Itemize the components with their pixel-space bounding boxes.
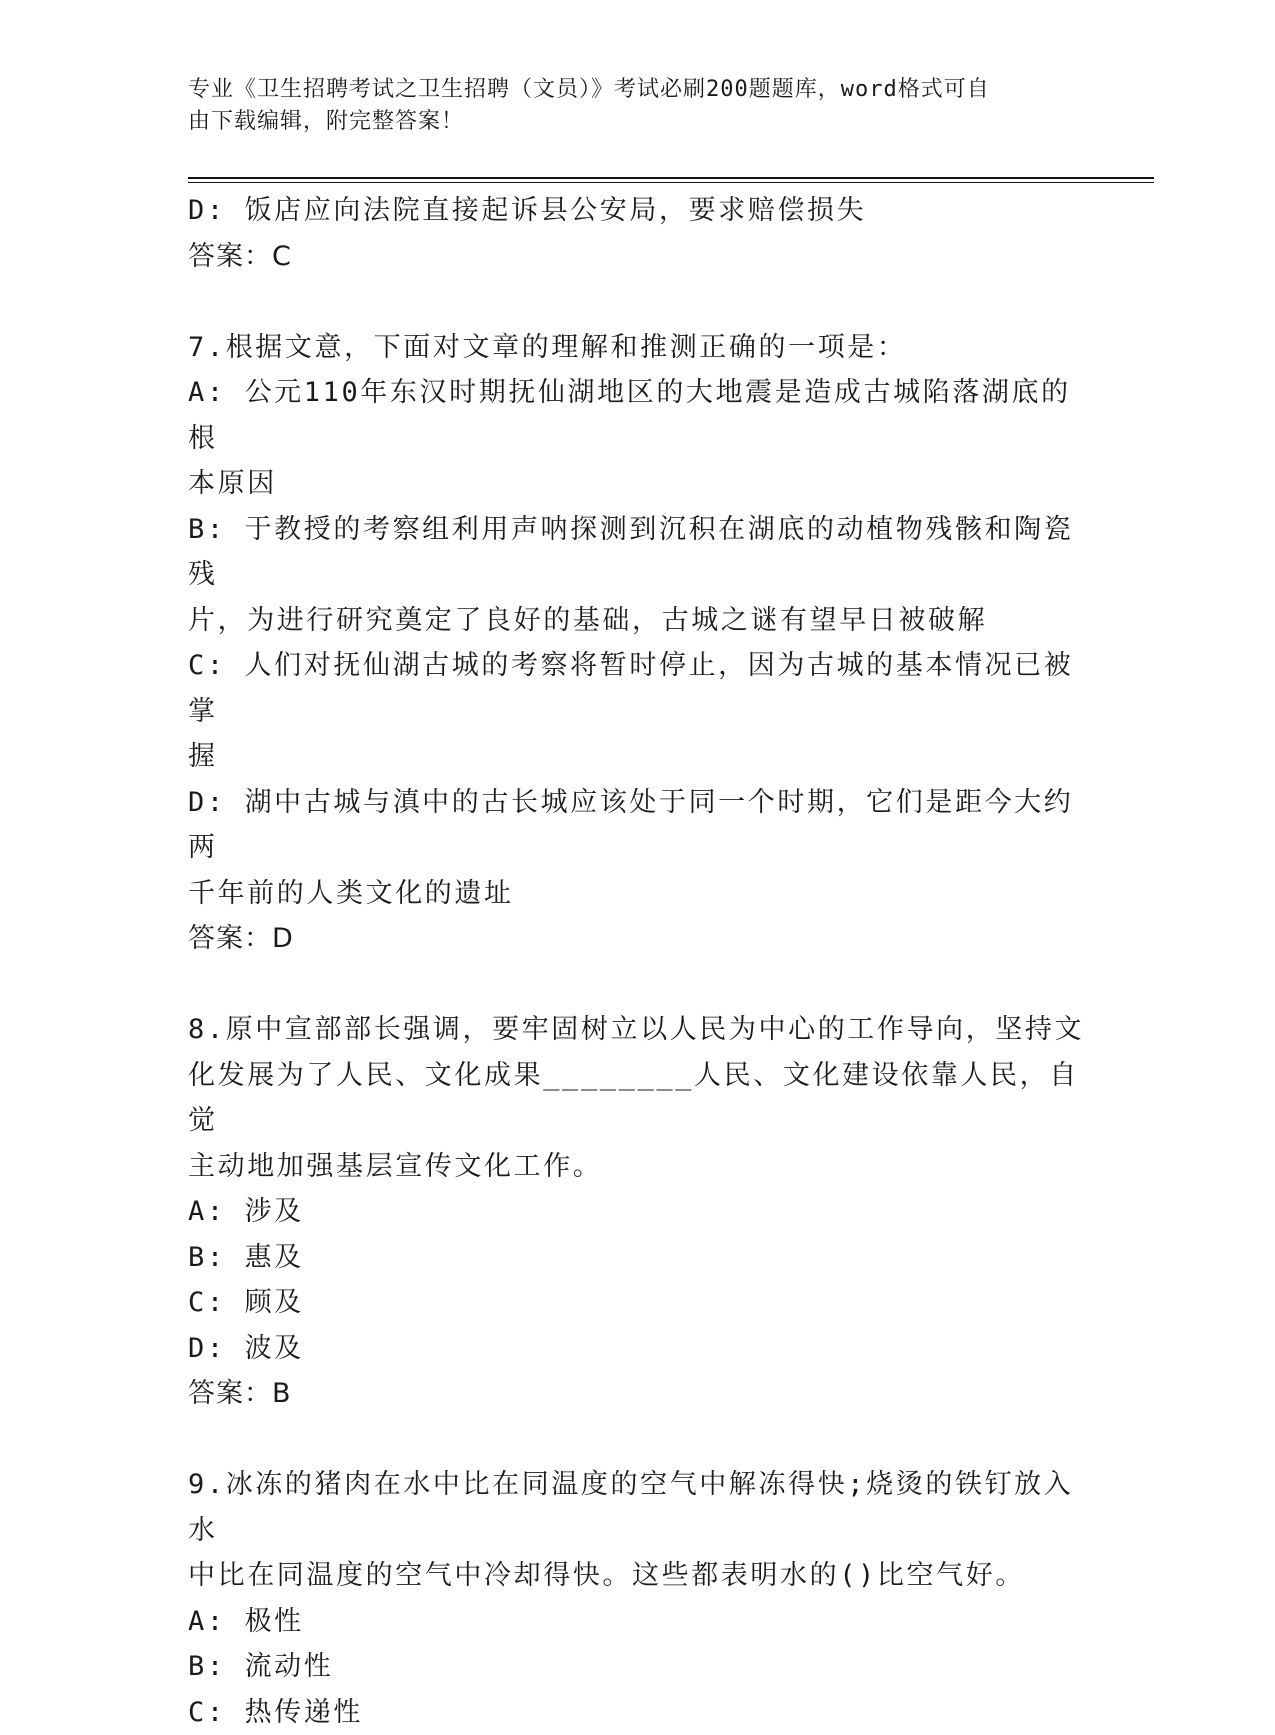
option-c: C: 顾及 — [188, 1280, 1088, 1326]
document-body — [188, 188, 1088, 1735]
page-header — [188, 74, 1078, 138]
answer-value: B — [272, 1378, 292, 1409]
question-stem-cont: 中比在同温度的空气中冷却得快。这些都表明水的()比空气好。 — [188, 1553, 1088, 1599]
spacer — [188, 962, 1088, 1008]
previous-question-tail — [188, 188, 1088, 279]
answer-label: 答案： — [188, 923, 272, 954]
question-9 — [188, 1462, 1088, 1735]
option-c-cont: 握 — [188, 734, 1088, 780]
header-line-1: 专业《卫生招聘考试之卫生招聘（文员）》考试必刷200题题库，word格式可自 — [188, 74, 1078, 106]
header-divider — [188, 177, 1154, 179]
question-stem: 7.根据文意，下面对文章的理解和推测正确的一项是： — [188, 325, 1088, 371]
option-b: B: 于教授的考察组利用声呐探测到沉积在湖底的动植物残骸和陶瓷残 — [188, 507, 1088, 598]
option-d: D: 饭店应向法院直接起诉县公安局，要求赔偿损失 — [188, 188, 1088, 234]
answer-value: D — [272, 923, 294, 954]
option-c: C: 热传递性 — [188, 1690, 1088, 1735]
spacer — [188, 1417, 1088, 1463]
option-a: A: 涉及 — [188, 1189, 1088, 1235]
option-b-cont: 片，为进行研究奠定了良好的基础，古城之谜有望早日被破解 — [188, 598, 1088, 644]
answer-line — [188, 916, 1088, 962]
answer-line — [188, 234, 1088, 280]
answer-label: 答案： — [188, 241, 272, 272]
option-d: D: 湖中古城与滇中的古长城应该处于同一个时期，它们是距今大约两 — [188, 780, 1088, 871]
option-d: D: 波及 — [188, 1326, 1088, 1372]
question-8 — [188, 1007, 1088, 1417]
question-stem: 8.原中宣部部长强调，要牢固树立以人民为中心的工作导向，坚持文 — [188, 1007, 1088, 1053]
spacer — [188, 279, 1088, 325]
answer-value: C — [272, 241, 292, 272]
header-line-2: 由下载编辑，附完整答案！ — [188, 106, 1078, 138]
question-7 — [188, 325, 1088, 962]
answer-line — [188, 1371, 1088, 1417]
option-a: A: 公元110年东汉时期抚仙湖地区的大地震是造成古城陷落湖底的根 — [188, 370, 1088, 461]
answer-label: 答案： — [188, 1378, 272, 1409]
option-a: A: 极性 — [188, 1599, 1088, 1645]
option-c: C: 人们对抚仙湖古城的考察将暂时停止，因为古城的基本情况已被掌 — [188, 643, 1088, 734]
option-d-cont: 千年前的人类文化的遗址 — [188, 871, 1088, 917]
question-stem: 9.冰冻的猪肉在水中比在同温度的空气中解冻得快;烧烫的铁钉放入水 — [188, 1462, 1088, 1553]
option-b: B: 惠及 — [188, 1235, 1088, 1281]
option-a-cont: 本原因 — [188, 461, 1088, 507]
question-stem-cont: 主动地加强基层宣传文化工作。 — [188, 1144, 1088, 1190]
option-b: B: 流动性 — [188, 1644, 1088, 1690]
question-stem-cont: 化发展为了人民、文化成果________人民、文化建设依靠人民，自觉 — [188, 1053, 1088, 1144]
header-divider-thin — [188, 182, 1154, 183]
